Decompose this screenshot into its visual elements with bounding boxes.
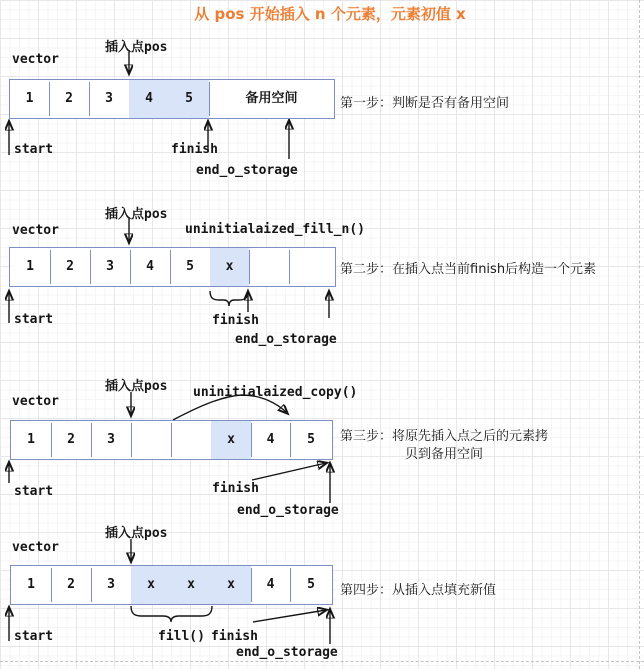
step3-caption-line2: 贝到备用空间	[405, 447, 484, 462]
step4-caption: 第四步：从插入点填充新值	[340, 583, 497, 598]
vector-array-step4	[10, 565, 333, 605]
insert-point-label: 插入点pos	[105, 207, 168, 222]
finish-label: finish	[171, 142, 218, 157]
start-label: start	[14, 484, 54, 499]
vector-array-step2	[9, 247, 336, 287]
finish-label: finish	[212, 313, 259, 328]
array-cell: 2	[51, 566, 91, 604]
page-boundary-vertical	[639, 0, 640, 669]
page-title: 从 pos 开始插入 n 个元素，元素初值 x	[194, 5, 466, 23]
vector-array-step1	[9, 79, 335, 119]
construct-brace	[210, 291, 248, 306]
array-cell: 4	[251, 421, 290, 459]
insert-point-label: 插入点pos	[105, 379, 168, 394]
array-cell: 4	[130, 248, 170, 286]
array-cell	[289, 248, 335, 286]
copy-function-label: uninitialaized_copy()	[193, 385, 358, 400]
array-cell: 5	[307, 577, 315, 592]
end-of-storage-label: end_o_storage	[237, 503, 339, 518]
finish-label: finish	[212, 481, 259, 496]
array-cell: 1	[11, 421, 51, 459]
array-cell: 2	[49, 80, 89, 118]
array-cell: x	[211, 421, 251, 459]
array-cell: 5	[169, 80, 209, 118]
array-cell: x	[131, 566, 171, 604]
vector-label: vector	[12, 223, 59, 238]
page-boundary-horizontal	[0, 661, 644, 662]
array-cell	[131, 421, 171, 459]
array-cell: x	[211, 566, 251, 604]
fill-function-label: fill()	[158, 629, 205, 644]
end-of-storage-label: end_o_storage	[236, 645, 338, 660]
array-cell: 3	[91, 421, 131, 459]
finish-arrow	[252, 463, 326, 480]
array-cell: 1	[10, 80, 49, 118]
fill-n-function-label: uninitialaized_fill_n()	[185, 222, 366, 237]
fill-brace	[131, 606, 212, 622]
step3-caption-line1: 第三步：将原先插入点之后的元素拷	[340, 429, 549, 444]
vector-label: vector	[12, 394, 59, 409]
vector-label: vector	[12, 540, 59, 555]
start-label: start	[14, 142, 54, 157]
array-cell: x	[171, 566, 211, 604]
finish-arrow	[253, 610, 326, 622]
insert-point-label: 插入点pos	[105, 526, 168, 541]
vector-array-step3	[10, 420, 333, 460]
start-label: start	[14, 629, 54, 644]
array-cell: x	[210, 248, 249, 286]
array-cell: 3	[89, 80, 129, 118]
end-of-storage-label: end_o_storage	[235, 332, 337, 347]
end-of-storage-label: end_o_storage	[196, 163, 298, 178]
array-cell: 2	[50, 248, 90, 286]
array-cell: 3	[90, 248, 130, 286]
step2-caption: 第二步：在插入点当前finish后构造一个元素	[340, 262, 597, 277]
array-cell	[249, 248, 289, 286]
array-cell: 4	[251, 566, 290, 604]
start-label: start	[14, 312, 54, 327]
array-cell: 2	[51, 421, 91, 459]
array-cell: 1	[10, 248, 50, 286]
array-cell	[171, 421, 211, 459]
finish-label: finish	[211, 629, 258, 644]
vector-label: vector	[12, 52, 59, 67]
array-cell: 5	[170, 248, 210, 286]
array-cell: 3	[91, 566, 131, 604]
insert-point-label: 插入点pos	[105, 40, 168, 55]
array-cell: 4	[129, 80, 169, 118]
spare-space-cell: 备用空间	[245, 91, 298, 106]
array-cell: 5	[307, 432, 315, 447]
array-cell: 1	[11, 566, 51, 604]
step1-caption: 第一步：判断是否有备用空间	[340, 96, 510, 111]
